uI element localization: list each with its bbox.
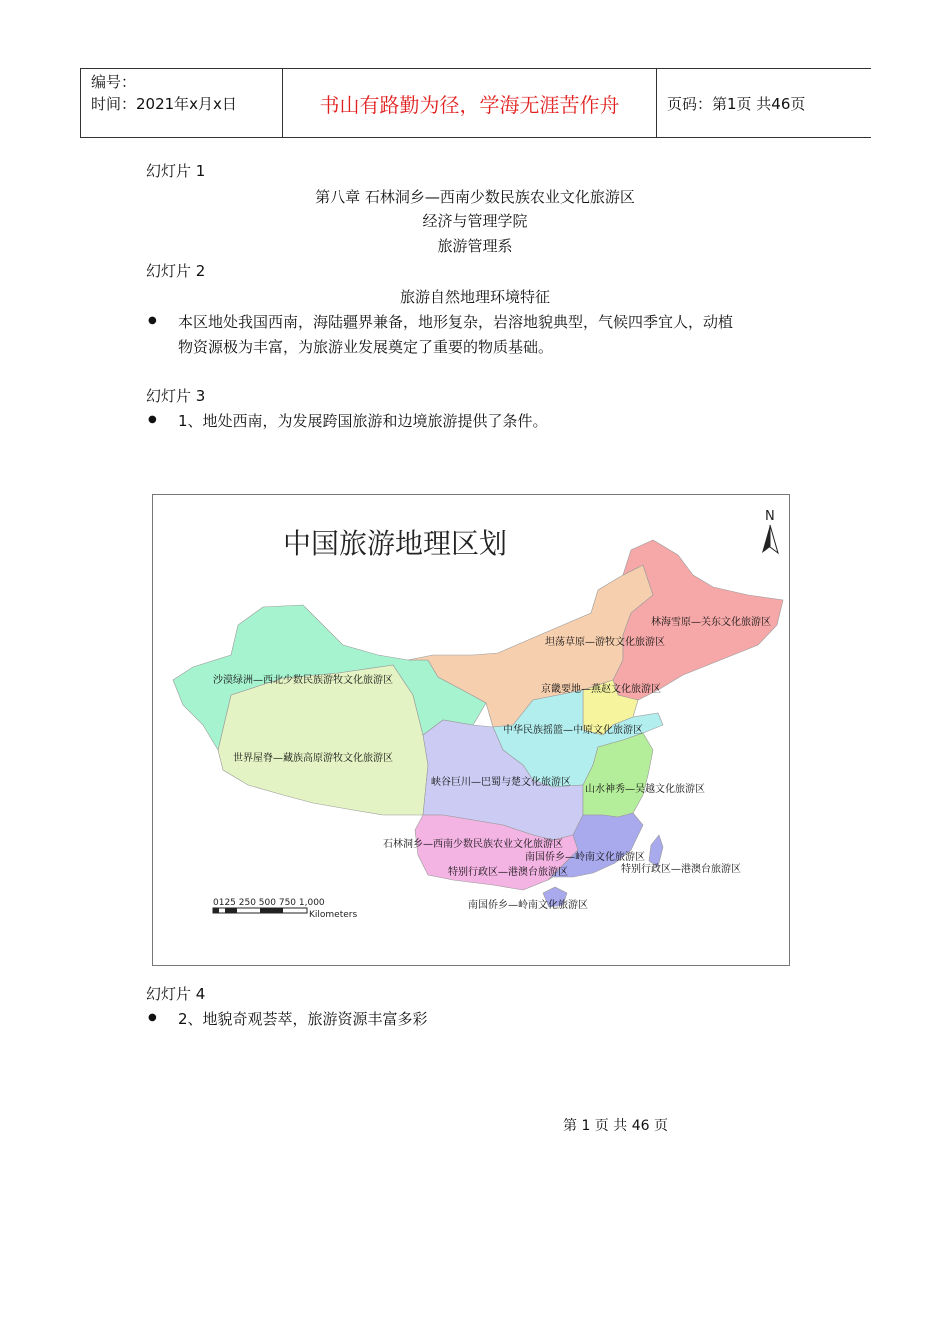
scale-unit: Kilometers xyxy=(309,910,358,920)
region-label: 中华民族摇篮—中原文化旅游区 xyxy=(503,725,643,736)
region-label: 世界屋脊—藏族高原游牧文化旅游区 xyxy=(233,753,393,764)
region-label: 峡谷巨川—巴蜀与楚文化旅游区 xyxy=(431,777,571,788)
footer-page: 第 1 页 共 46 页 xyxy=(563,1118,668,1134)
region-label: 特别行政区—港澳台旅游区 xyxy=(448,867,568,878)
header-table xyxy=(80,68,871,138)
region-label: 林海雪原—关东文化旅游区 xyxy=(651,617,771,628)
north-arrow-icon xyxy=(762,525,778,553)
slide-2-title: 幻灯片 2 xyxy=(146,262,206,280)
region-taiwan xyxy=(649,835,663,867)
slide-4-title: 幻灯片 4 xyxy=(146,985,206,1003)
region-label: 南国侨乡—岭南文化旅游区 xyxy=(525,852,645,863)
page-info: 页码：第1页 共46页 xyxy=(667,94,806,113)
scale-numbers: 0125 250 500 750 1,000 xyxy=(213,898,325,908)
slide-2-bullet-line-1: 本区地处我国西南，海陆疆界兼备，地形复杂，岩溶地貌典型，气候四季宜人，动植 xyxy=(178,313,734,331)
region-label: 石林洞乡—西南少数民族农业文化旅游区 xyxy=(383,839,563,850)
bullet-icon: ● xyxy=(148,315,157,326)
region-label: 京畿要地—燕赵文化旅游区 xyxy=(541,684,661,695)
region-label: 沙漠绿洲—西北少数民族游牧文化旅游区 xyxy=(213,675,393,686)
bullet-icon: ● xyxy=(148,414,157,425)
region-label: 特别行政区—港澳台旅游区 xyxy=(621,864,741,875)
slide-3-title: 幻灯片 3 xyxy=(146,387,206,405)
bullet-icon: ● xyxy=(148,1012,157,1023)
slide-4-bullet: 2、地貌奇观荟萃，旅游资源丰富多彩 xyxy=(178,1010,428,1028)
motto: 书山有路勤为径，学海无涯苦作舟 xyxy=(283,69,657,137)
slide-3-bullet: 1、地处西南，为发展跨国旅游和边境旅游提供了条件。 xyxy=(178,412,548,430)
scale-bar xyxy=(213,908,307,913)
region-label: 南国侨乡—岭南文化旅游区 xyxy=(468,900,588,911)
slide-2-heading: 旅游自然地理环境特征 xyxy=(399,288,550,306)
region-label: 山水神秀—吴越文化旅游区 xyxy=(585,784,705,795)
north-label: N xyxy=(765,509,775,524)
region-label: 坦荡草原—游牧文化旅游区 xyxy=(545,637,665,648)
number-label: 编号： xyxy=(91,73,137,91)
slide-1-line-2: 经济与管理学院 xyxy=(422,212,528,230)
slide-1-line-1: 第八章 石林洞乡—西南少数民族农业文化旅游区 xyxy=(315,188,635,206)
map-title: 中国旅游地理区划 xyxy=(283,527,508,560)
slide-1-title: 幻灯片 1 xyxy=(146,162,206,180)
china-tourism-map xyxy=(152,494,790,966)
header-meta-cell xyxy=(81,69,283,137)
time-label: 时间：2021年x月x日 xyxy=(91,95,237,113)
slide-1-line-3: 旅游管理系 xyxy=(437,237,513,255)
slide-2-bullet-line-2: 物资源极为丰富，为旅游业发展奠定了重要的物质基础。 xyxy=(178,338,554,356)
